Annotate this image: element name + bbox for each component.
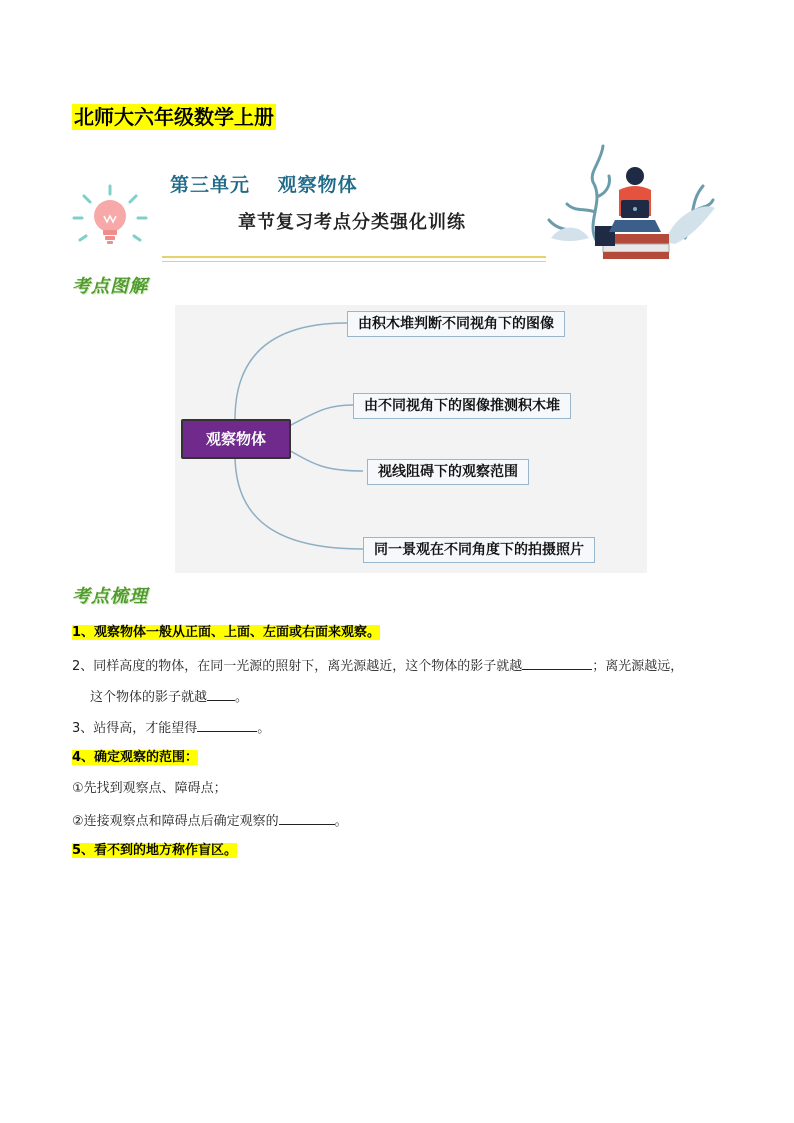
point-3	[72, 717, 270, 739]
point-4-sub-2	[72, 810, 348, 832]
review-title: 章节复习考点分类强化训练	[238, 212, 466, 233]
header-divider	[162, 256, 546, 258]
fill-blank	[207, 686, 235, 701]
point-4-sub-2-text: ②连接观察点和障碍点后确定观察的	[72, 814, 279, 829]
mindmap-branch-3: 视线阻碍下的观察范围	[367, 459, 529, 485]
person-on-books-illustration	[545, 142, 717, 260]
point-1	[72, 623, 380, 643]
point-2-end: 。	[235, 690, 249, 705]
mindmap-root-node: 观察物体	[181, 419, 291, 459]
point-5-text: 5、看不到的地方称作盲区。	[72, 843, 238, 858]
series-title: 北师大六年级数学上册	[74, 105, 274, 129]
fill-blank	[279, 810, 335, 825]
fill-blank	[522, 655, 592, 670]
mindmap-branch-2: 由不同视角下的图像推测积木堆	[353, 393, 571, 419]
point-5	[72, 841, 237, 861]
point-4-sub-1: ①先找到观察点、障碍点；	[72, 781, 227, 796]
point-2-text-b: ；离光源越远，	[592, 659, 684, 674]
point-2-line-1	[72, 655, 683, 677]
mindmap-branch-1: 由积木堆判断不同视角下的图像	[347, 311, 565, 337]
point-2-text-a: 2、同样高度的物体，在同一光源的照射下，离光源越近，这个物体的影子就越	[72, 659, 523, 674]
section-heading-diagram: 考点图解	[72, 276, 148, 297]
point-4-sub-2-end: 。	[334, 814, 348, 829]
mindmap-branch-4: 同一景观在不同角度下的拍摄照片	[363, 537, 595, 563]
point-3-text: 3、站得高，才能望得	[72, 721, 198, 736]
point-1-text: 1、观察物体一般从正面、上面、左面或右面来观察。	[72, 625, 381, 640]
header-divider-thin	[162, 261, 546, 262]
lightbulb-icon	[70, 182, 150, 262]
unit-title: 第三单元 观察物体	[170, 174, 358, 196]
point-2-text-c: 这个物体的影子就越	[90, 690, 208, 705]
point-4-text: 4、确定观察的范围：	[72, 750, 199, 765]
point-4	[72, 748, 198, 768]
mindmap	[175, 305, 647, 573]
point-3-end: 。	[257, 721, 271, 736]
section-heading-points: 考点梳理	[72, 586, 148, 607]
point-2-line-2	[90, 686, 248, 708]
fill-blank	[197, 717, 257, 732]
